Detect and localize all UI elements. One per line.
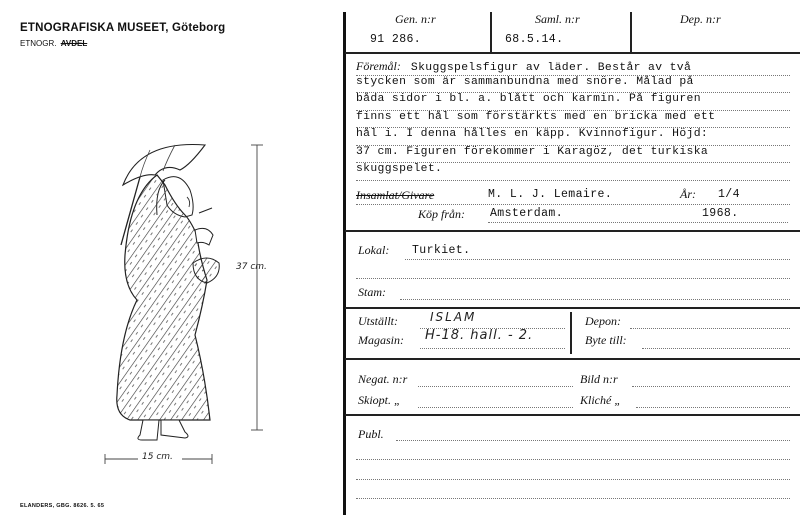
dotted-rule bbox=[630, 328, 790, 329]
gen-label: Gen. n:r bbox=[395, 12, 436, 26]
magasin-label: Magasin: bbox=[358, 333, 404, 347]
lokal-label: Lokal: bbox=[358, 243, 390, 257]
rule bbox=[345, 358, 800, 360]
height-label: 37 cm. bbox=[236, 262, 267, 272]
header-divider bbox=[490, 12, 492, 52]
rule bbox=[345, 230, 800, 232]
dotted-rule bbox=[356, 278, 790, 279]
foremal-line: Föremål: Skuggspelsfigur av läder. Består av två bbox=[356, 59, 692, 74]
foremal-label: Föremål: bbox=[356, 59, 401, 73]
dotted-rule bbox=[405, 259, 790, 260]
depon-label: Depon: bbox=[585, 314, 621, 328]
museum-title: ETNOGRAFISKA MUSEET, Göteborg bbox=[20, 22, 226, 34]
dotted-rule bbox=[420, 348, 565, 349]
dotted-rule bbox=[356, 479, 790, 480]
storage-divider bbox=[570, 312, 572, 354]
dotted-rule bbox=[356, 127, 790, 128]
dotted-rule bbox=[356, 459, 790, 460]
department-prefix: ETNOGR. bbox=[20, 39, 57, 48]
printer-imprint: ELANDERS, GBG. 8626. 5. 65 bbox=[20, 503, 105, 509]
dotted-rule bbox=[356, 92, 790, 93]
year-value: 1968. bbox=[702, 207, 739, 220]
source-value: M. L. J. Lemaire. bbox=[488, 188, 613, 201]
kop-value: Amsterdam. bbox=[490, 207, 564, 220]
dotted-rule bbox=[356, 180, 790, 181]
rule bbox=[345, 414, 800, 416]
foremal-line: stycken som är sammanbundna med snöre. Målad på bbox=[356, 76, 694, 88]
foremal-line: hål i. I denna hålles en käpp. Kvinnofigur. Höjd: bbox=[356, 128, 709, 140]
byte-label: Byte till: bbox=[585, 333, 627, 347]
dotted-rule bbox=[356, 498, 790, 499]
saml-value: 68.5.14. bbox=[505, 33, 564, 46]
foremal-line: 37 cm. Figuren förekommer i Karagöz, det turkiska bbox=[356, 146, 709, 158]
utstallt-value: ISLAM bbox=[430, 310, 477, 324]
header-divider bbox=[630, 12, 632, 52]
magasin-value: H-18. hall. - 2. bbox=[425, 328, 534, 343]
dotted-rule bbox=[418, 407, 573, 408]
bild-label: Bild n:r bbox=[580, 372, 618, 386]
foremal-line: skuggspelet. bbox=[356, 163, 443, 175]
dotted-rule bbox=[356, 204, 790, 205]
card-border bbox=[343, 12, 346, 515]
skiopt-label: Skiopt. „ bbox=[358, 393, 401, 407]
ar-value: 1/4 bbox=[718, 188, 740, 201]
department-struck: AVDEL bbox=[60, 39, 88, 48]
department-line bbox=[20, 39, 87, 48]
negat-label: Negat. n:r bbox=[358, 372, 408, 386]
ar-label: År: bbox=[680, 187, 696, 201]
dep-label: Dep. n:r bbox=[680, 12, 721, 26]
dotted-rule bbox=[418, 386, 573, 387]
foremal-line: båda sidor i bl. a. blått och karmin. På figuren bbox=[356, 93, 701, 105]
dotted-rule bbox=[356, 162, 790, 163]
dotted-rule bbox=[400, 299, 790, 300]
dotted-rule bbox=[636, 407, 790, 408]
dotted-rule bbox=[396, 440, 790, 441]
rule bbox=[345, 52, 800, 54]
dotted-rule bbox=[356, 75, 790, 76]
dotted-rule bbox=[356, 110, 790, 111]
dotted-rule bbox=[632, 386, 790, 387]
saml-label: Saml. n:r bbox=[535, 12, 580, 26]
lokal-value: Turkiet. bbox=[412, 244, 471, 257]
cliche-label: Kliché „ bbox=[580, 393, 621, 407]
foremal-line: finns ett hål som förstärkts med en bricka med ett bbox=[356, 111, 716, 123]
struck-collector-label: Insamlat/Givare bbox=[356, 188, 435, 202]
dotted-rule bbox=[356, 145, 790, 146]
width-label: 15 cm. bbox=[142, 452, 173, 462]
stam-label: Stam: bbox=[358, 285, 386, 299]
height-measure-line bbox=[245, 140, 275, 440]
rule bbox=[345, 307, 800, 309]
utstallt-label: Utställt: bbox=[358, 314, 399, 328]
publ-label: Publ. bbox=[358, 427, 384, 441]
dotted-rule bbox=[488, 222, 788, 223]
gen-value: 91 286. bbox=[370, 33, 422, 46]
dotted-rule bbox=[642, 348, 790, 349]
kop-label: Köp från: bbox=[418, 207, 466, 221]
